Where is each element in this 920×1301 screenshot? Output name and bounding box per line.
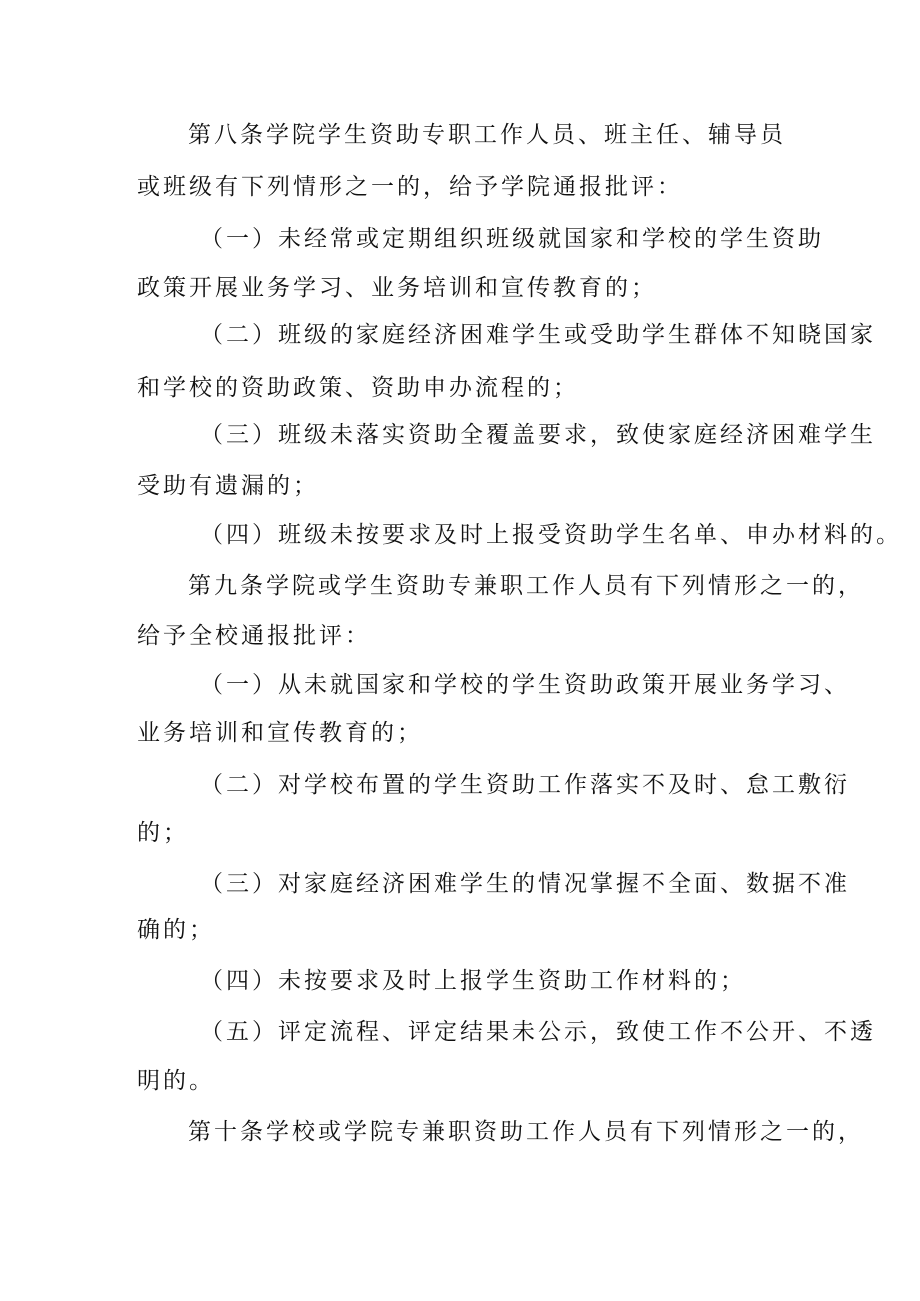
article-8-item-2: （二）班级的家庭经济困难学生或受助学生群体不知晓国家 <box>200 322 876 348</box>
article-9-item-2: （二）对学校布置的学生资助工作落实不及时、怠工敷衍 <box>200 772 850 798</box>
article-9-item-4: （四）未按要求及时上报学生资助工作材料的； <box>200 968 746 994</box>
article-9-item-5-cont: 明的。 <box>137 1068 215 1094</box>
article-10-heading: 第十条学校或学院专兼职资助工作人员有下列情形之一的， <box>188 1119 864 1145</box>
article-9-heading-cont: 给予全校通报批评： <box>137 623 371 649</box>
article-8-heading: 第八条学院学生资助专职工作人员、班主任、辅导员 <box>188 122 786 148</box>
article-9-item-5: （五）评定流程、评定结果未公示，致使工作不公开、不透 <box>200 1019 876 1045</box>
article-9-item-3: （三）对家庭经济困难学生的情况掌握不全面、数据不准 <box>200 871 850 897</box>
article-9-heading: 第九条学院或学生资助专兼职工作人员有下列情形之一的， <box>188 573 864 599</box>
article-8-item-1-cont: 政策开展业务学习、业务培训和宣传教育的； <box>137 275 657 301</box>
article-9-item-3-cont: 确的； <box>137 917 215 943</box>
article-8-item-3: （三）班级未落实资助全覆盖要求，致使家庭经济困难学生 <box>200 422 876 448</box>
article-9-item-1: （一）从未就国家和学校的学生资助政策开展业务学习、 <box>200 672 850 698</box>
article-8-item-1: （一）未经常或定期组织班级就国家和学校的学生资助 <box>200 226 824 252</box>
article-8-heading-cont: 或班级有下列情形之一的，给予学院通报批评： <box>137 174 683 200</box>
article-8-item-4: （四）班级未按要求及时上报受资助学生名单、申办材料的。 <box>200 522 902 548</box>
article-8-item-2-cont: 和学校的资助政策、资助申办流程的； <box>137 375 579 401</box>
article-9-item-2-cont: 的； <box>137 820 189 846</box>
article-9-item-1-cont: 业务培训和宣传教育的； <box>137 720 423 746</box>
article-8-item-3-cont: 受助有遗漏的； <box>137 473 319 499</box>
